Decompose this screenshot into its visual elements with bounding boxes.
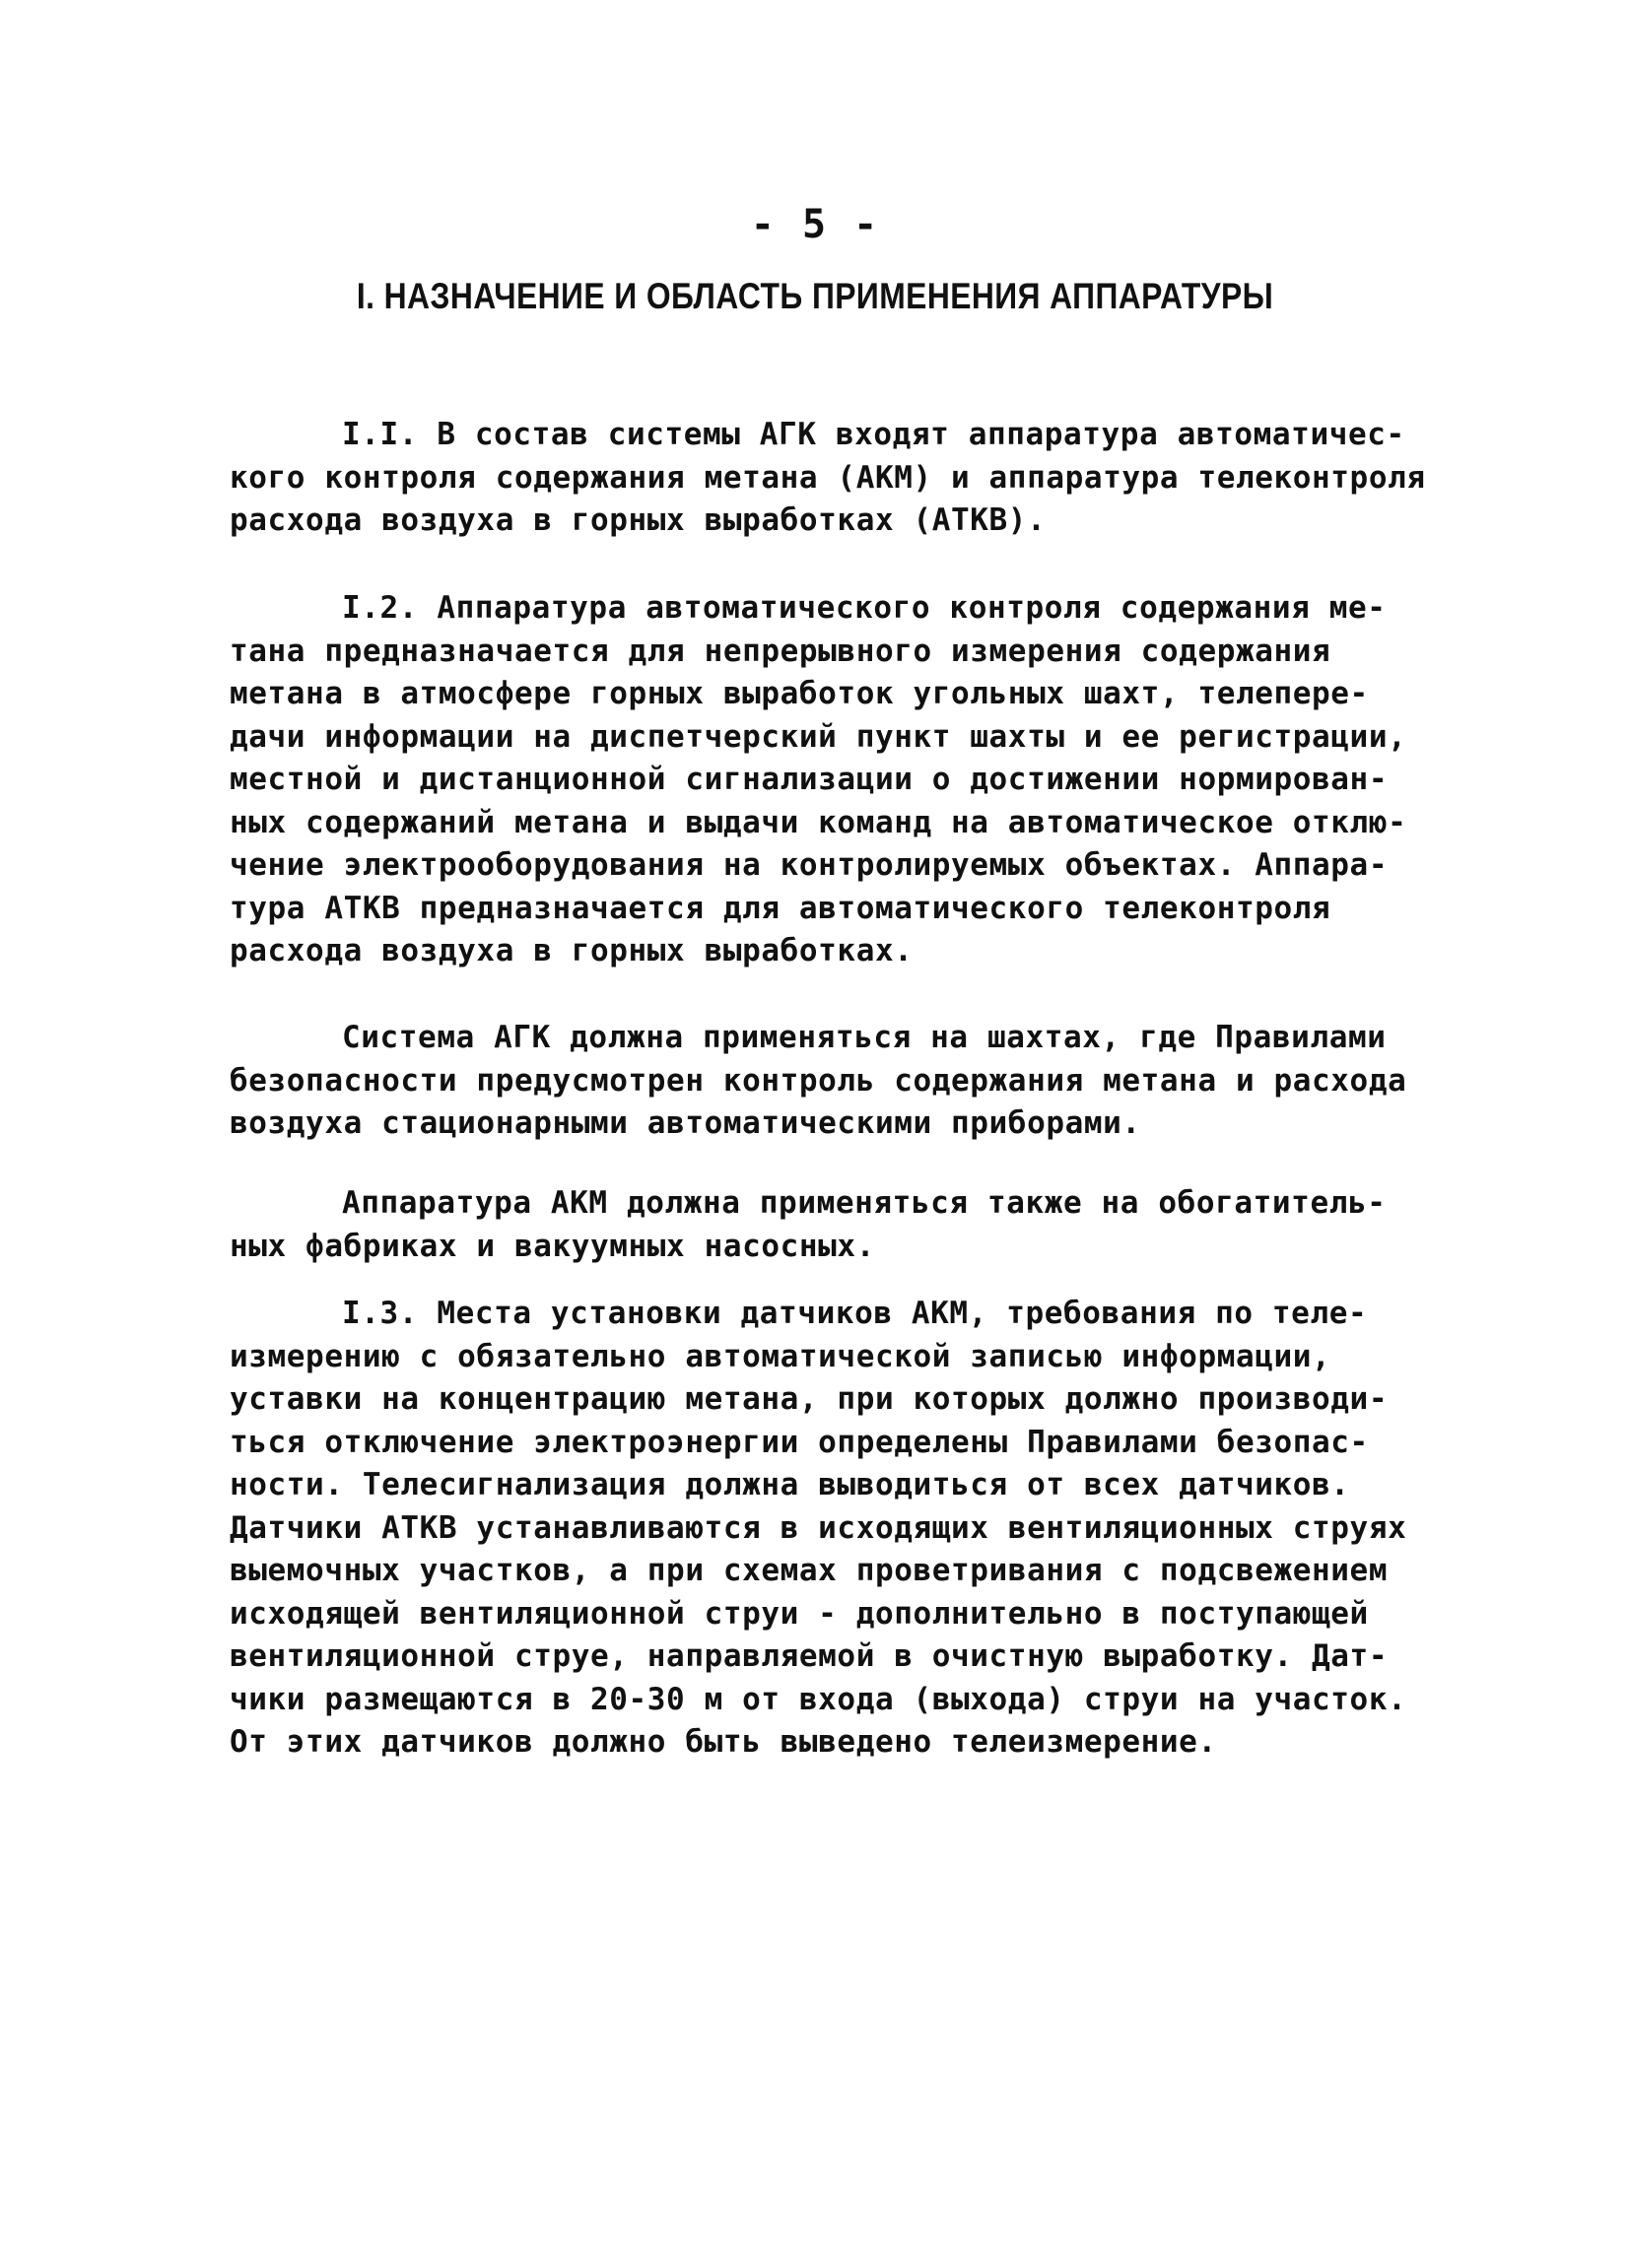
text-line: расхода воздуха в горных выработках. <box>230 933 914 968</box>
text-line: местной и дистанционной сигнализации о достижении нормирован- <box>230 762 1389 797</box>
text-line: ных содержаний метана и выдачи команд на автоматическое отклю- <box>230 804 1407 840</box>
paragraph-akm-usage <box>230 1182 1412 1268</box>
section-title: I. НАЗНАЧЕНИЕ И ОБЛАСТЬ ПРИМЕНЕНИЯ АППАРАТУРЫ <box>356 276 1274 316</box>
text-line: воздуха стационарными автоматическими приборами. <box>230 1105 1141 1141</box>
text-line: I.2. Аппаратура автоматического контроля содержания ме- <box>342 590 1387 626</box>
text-line: расхода воздуха в горных выработках (АТКВ). <box>230 502 1047 538</box>
text-line: кого контроля содержания метана (АКМ) и аппаратура телеконтроля <box>230 459 1426 496</box>
text-line: I.I. В состав системы АГК входят аппаратура автоматичес- <box>342 417 1405 452</box>
text-line: ности. Телесигнализация должна выводиться от всех датчиков. <box>230 1467 1350 1502</box>
paragraph-1-2 <box>230 587 1412 973</box>
page-number: - 5 - <box>750 202 880 247</box>
text-line: выемочных участков, а при схемах проветривания с подсвежением <box>230 1553 1389 1588</box>
text-line: ных фабриках и вакуумных насосных. <box>230 1228 875 1264</box>
text-line: метана в атмосфере горных выработок угольных шахт, телепере- <box>230 676 1369 711</box>
text-line: тана предназначается для непрерывного измерения содержания <box>230 633 1331 669</box>
text-line: вентиляционной струе, направляемой в очистную выработку. Дат- <box>230 1638 1389 1674</box>
text-line: Система АГК должна применяться на шахтах, где Правилами <box>342 1020 1387 1055</box>
text-line: От этих датчиков должно быть выведено телеизмерение. <box>230 1724 1217 1760</box>
text-line: исходящей вентиляционной струи - дополнительно в поступающей <box>230 1595 1369 1632</box>
paragraph-1-3 <box>230 1293 1412 1765</box>
text-line: безопасности предусмотрен контроль содержания метана и расхода <box>230 1062 1407 1099</box>
text-line: измерению с обязательно автоматической записью информации, <box>230 1338 1331 1374</box>
text-line: Датчики АТКВ устанавливаются в исходящих вентиляционных струях <box>230 1509 1407 1546</box>
text-line: I.3. Места установки датчиков АКМ, требования по теле- <box>342 1296 1368 1331</box>
paragraph-1-1 <box>230 414 1426 543</box>
paragraph-system-agk <box>230 1017 1412 1146</box>
text-line: чение электрооборудования на контролируемых объектах. Аппара- <box>230 847 1389 883</box>
text-line: дачи информации на диспетчерский пункт шахты и ее регистрации, <box>230 718 1407 755</box>
text-line: Аппаратура АКМ должна применяться также на обогатитель- <box>342 1185 1387 1221</box>
text-line: ться отключение электроэнергии определены Правилами безопас- <box>230 1424 1369 1460</box>
text-line: чики размещаются в 20-30 м от входа (выхода) струи на участок. <box>230 1681 1407 1717</box>
text-line: тура АТКВ предназначается для автоматического телеконтроля <box>230 890 1331 926</box>
text-line: уставки на концентрацию метана, при которых должно производи- <box>230 1381 1389 1417</box>
